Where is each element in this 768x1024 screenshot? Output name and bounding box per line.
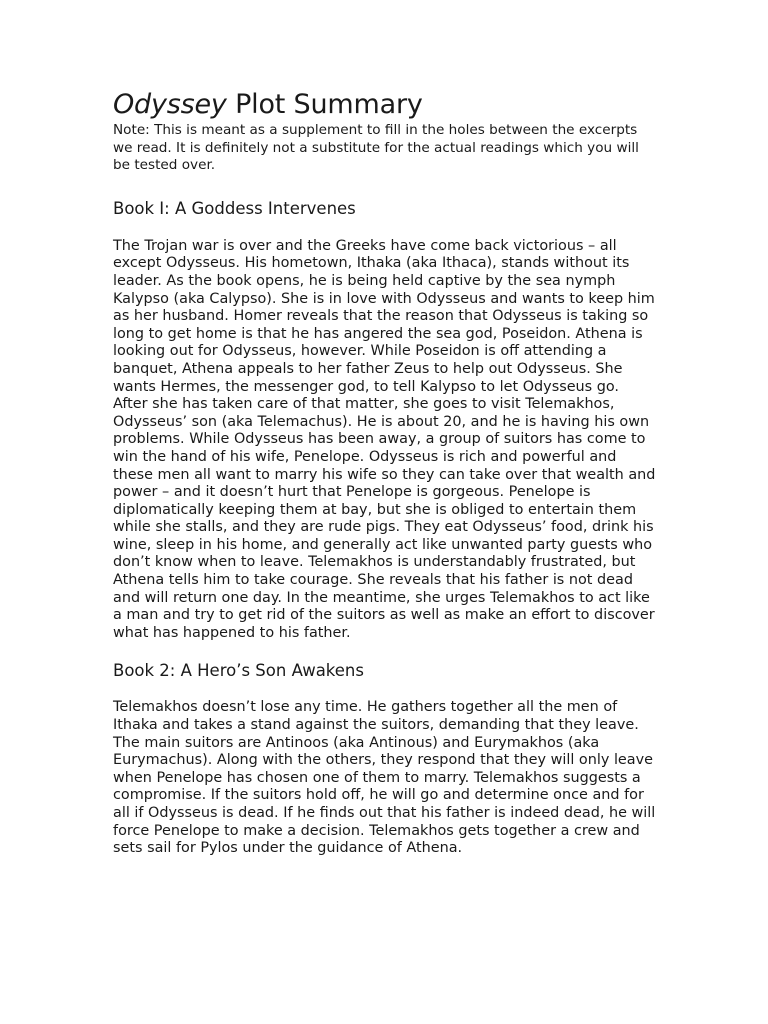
document-title xyxy=(113,88,661,122)
section-heading-book-1: Book I: A Goddess Intervenes xyxy=(113,198,356,218)
title-rest-part: Plot Summary xyxy=(226,89,423,120)
section-heading-book-2: Book 2: A Hero’s Son Awakens xyxy=(113,661,364,681)
document-page xyxy=(113,88,661,858)
note-paragraph: Note: This is meant as a supplement to fill in the holes between the excerpts we read. It is definitely not a substitute for the actual readings which you will be tested over. xyxy=(113,122,639,174)
title-italic-part: Odyssey xyxy=(113,89,227,120)
section-body-book-2: Telemakhos doesn’t lose any time. He gathers together all the men of Ithaka and takes a stand against the suitors, demanding that they leave. The main suitors are Antinoos (aka Antinous) and Eurymakhos (aka Eurymachus). Along with the others, they respond that they will only leave when Penelope has chosen one of them to marry. Telemakhos suggests a compromise. If the suitors hold off, he will go and determine once and for all if Odysseus is dead. If he finds out that his father is indeed dead, he will force Penelope to make a decision. Telemakhos gets together a crew and sets sail for Pylos under the guidance of Athena. xyxy=(113,699,656,857)
section-body-book-1: The Trojan war is over and the Greeks have come back victorious – all except Odysseus. His hometown, Ithaka (aka Ithaca), stands without its leader. As the book opens, he is being held captive by the sea nymph Kalypso (aka Calypso). She is in love with Odysseus and wants to keep him as her husband. Homer reveals that the reason that Odysseus is taking so long to get home is that he has angered the sea god, Poseidon. Athena is looking out for Odysseus, however. While Poseidon is off attending a banquet, Athena appeals to her father Zeus to help out Odysseus. She wants Hermes, the messenger god, to tell Kalypso to let Odysseus go. After she has taken care of that matter, she goes to visit Telemakhos, Odysseus’ son (aka Telemachus). He is about 20, and he is having his own problems. While Odysseus has been away, a group of suitors has come to win the hand of his wife, Penelope. Odysseus is rich and powerful and these men all want to marry his wife so they can take over that wealth and power – and it doesn’t hurt that Penelope is gorgeous. Penelope is diplomatically keeping them at bay, but she is obliged to entertain them while she stalls, and they are rude pigs. They eat Odysseus’ food, drink his wine, sleep in his home, and generally act like unwanted party guests who don’t know when to leave. Telemakhos is understandably frustrated, but Athena tells him to take courage. She reveals that his father is not dead and will return one day. In the meantime, she urges Telemakhos to act like a man and try to get rid of the suitors as well as make an effort to discover what has happened to his father. xyxy=(113,237,656,641)
